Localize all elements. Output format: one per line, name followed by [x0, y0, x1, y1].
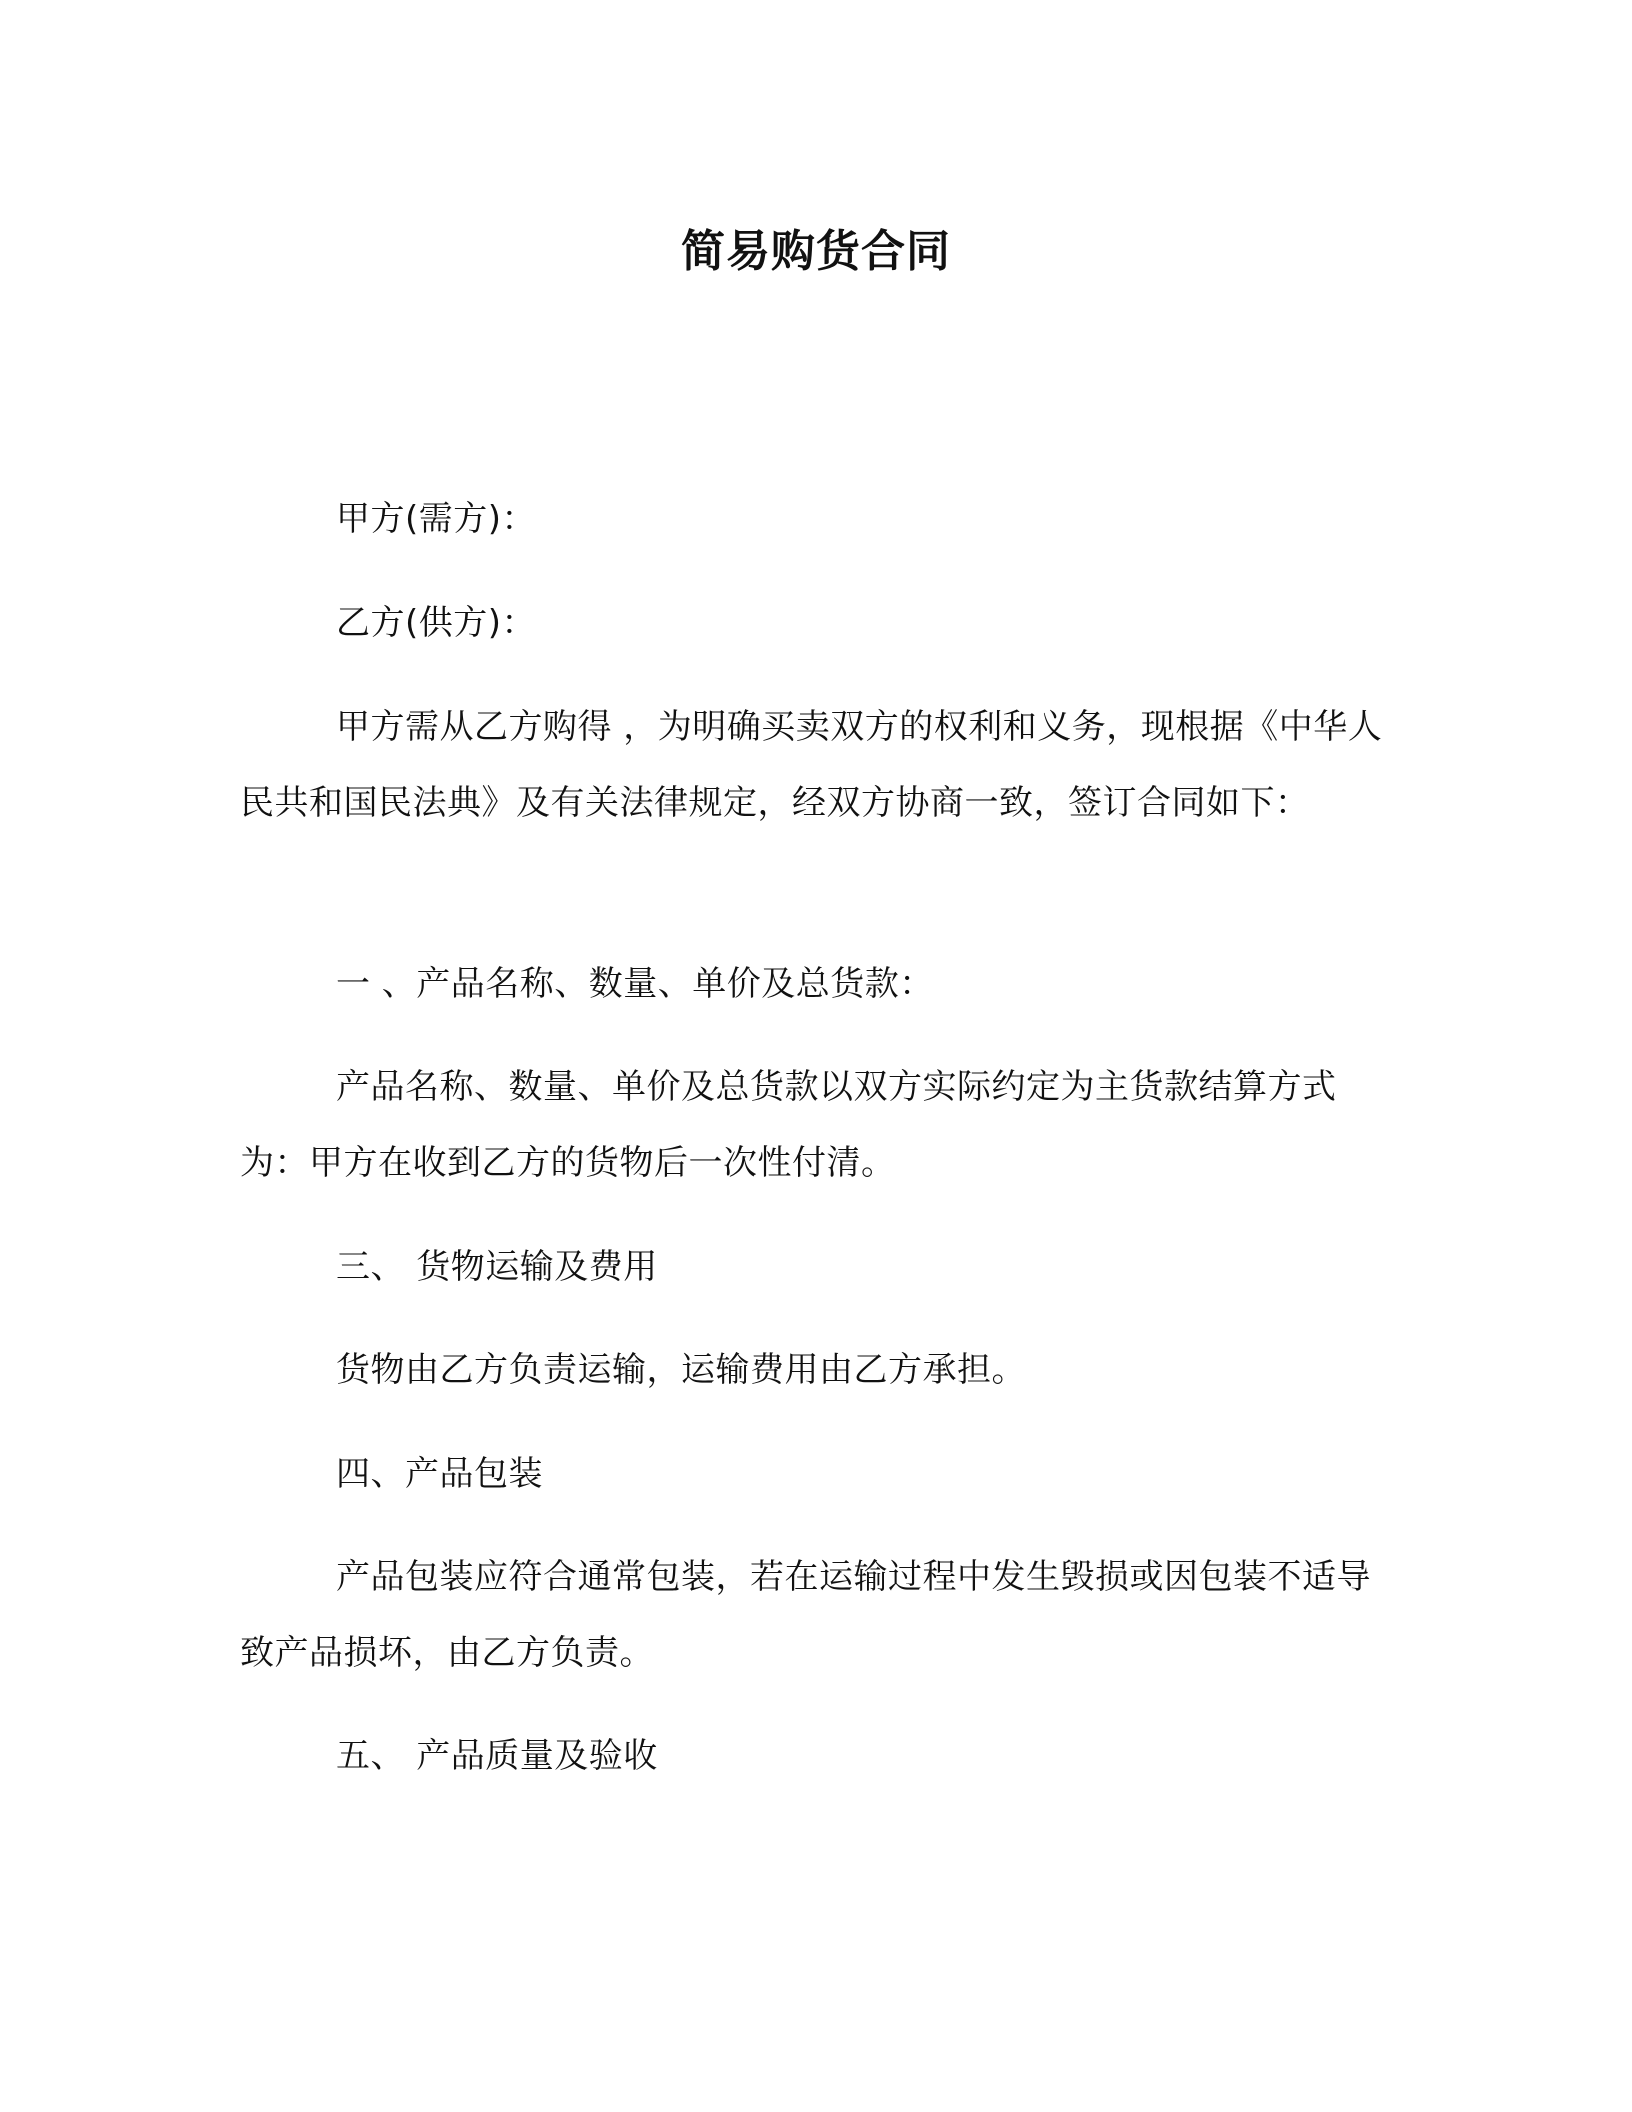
- party-a-line: 甲方(需方)：: [336, 499, 537, 539]
- section5-heading: 五、 产品质量及验收: [336, 1736, 658, 1776]
- section3-heading: 三、 货物运输及费用: [336, 1247, 658, 1287]
- document-title: 简易购货合同: [681, 226, 951, 277]
- section1-heading: 一 、产品名称、数量、单价及总货款：: [336, 964, 934, 1004]
- party-b-line: 乙方(供方)：: [336, 603, 537, 643]
- section3-body: 货物由乙方负责运输，运输费用由乙方承担。: [336, 1350, 1026, 1390]
- intro-paragraph: 甲方需从乙方购得 ，为明确买卖双方的权利和义务，现根据《中华人民共和国民法典》及有关法律规定，经双方协商一致，签订合同如下：: [240, 707, 1383, 823]
- section4-heading: 四、产品包装: [336, 1454, 543, 1494]
- section4-body: 产品包装应符合通常包装，若在运输过程中发生毁损或因包装不适导致产品损坏，由乙方负责。: [240, 1557, 1371, 1673]
- section1-body: 产品名称、数量、单价及总货款以双方实际约定为主货款结算方式为：甲方在收到乙方的货物后一次性付清。: [240, 1067, 1337, 1183]
